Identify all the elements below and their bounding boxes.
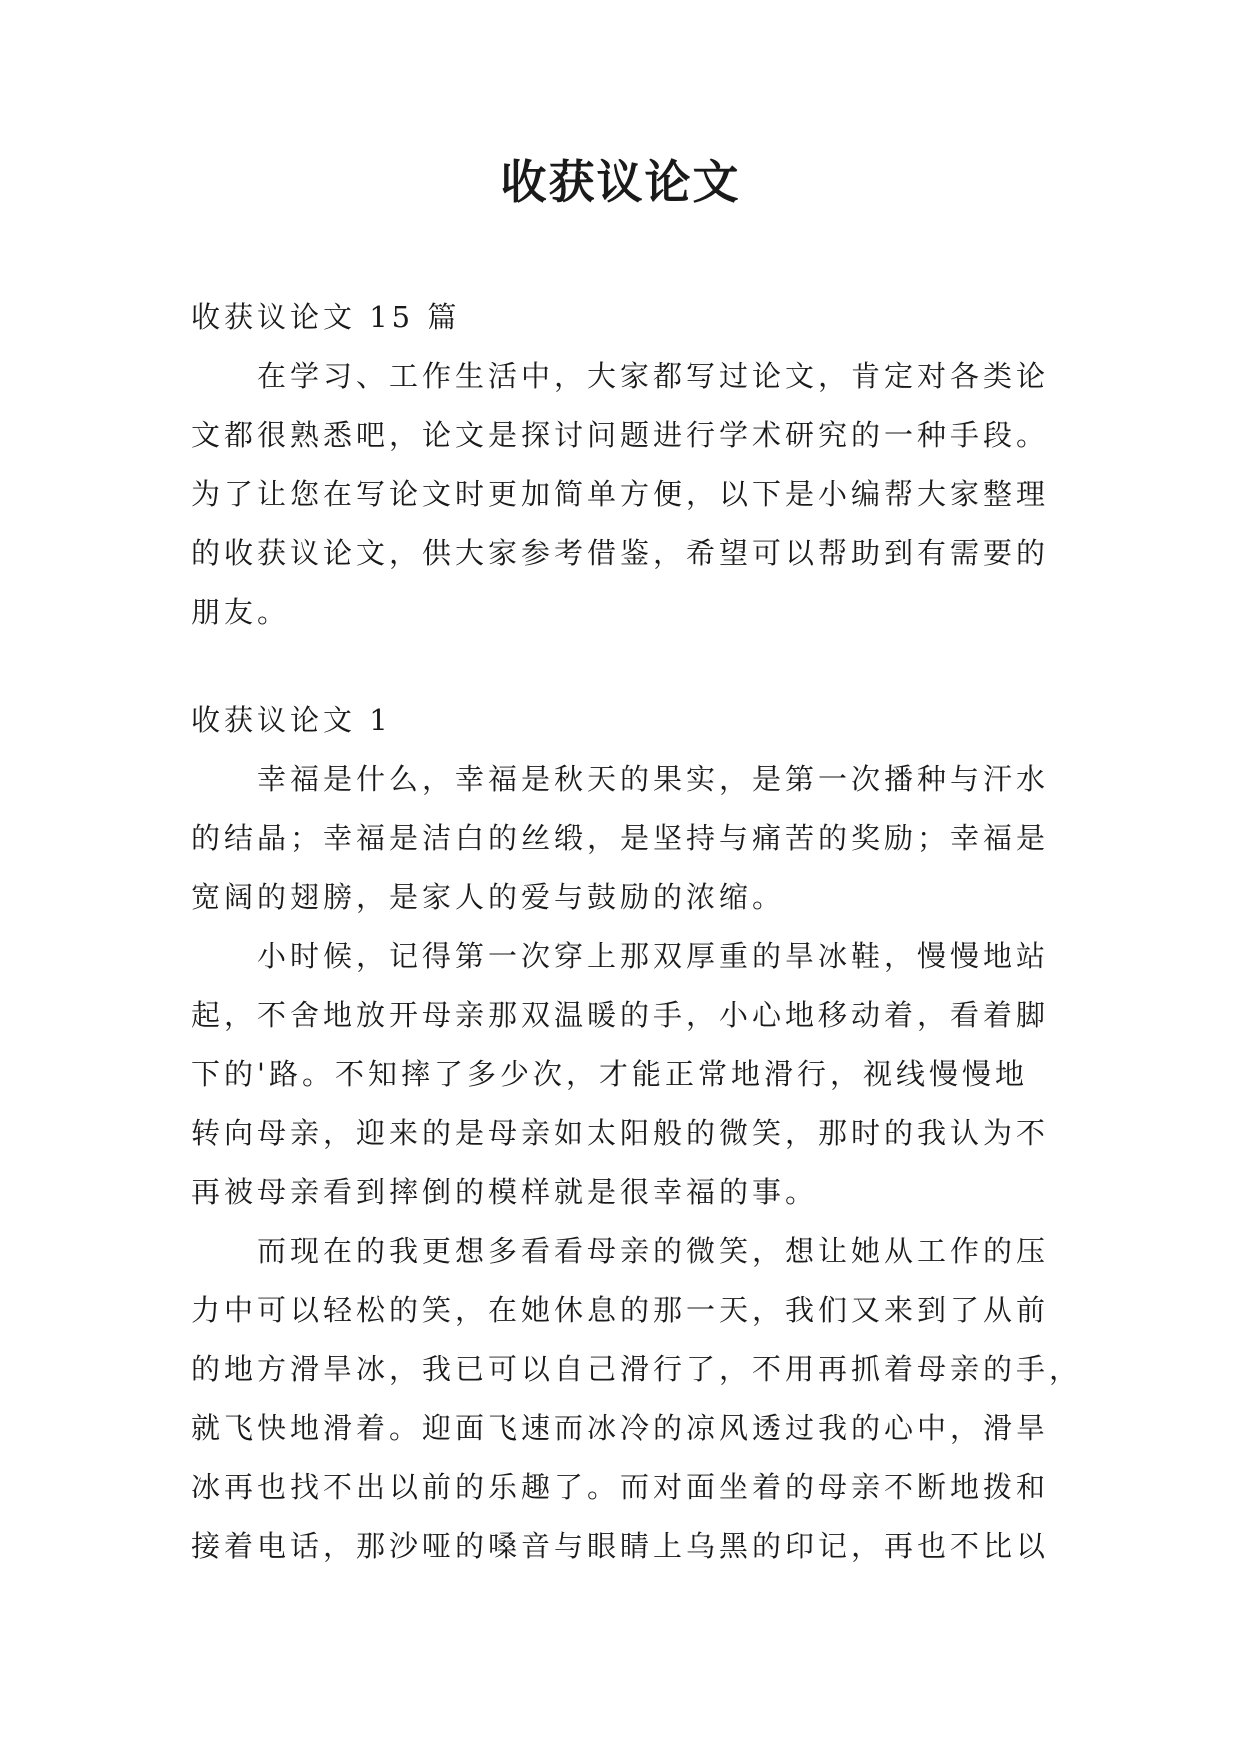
paragraph-line: 小时候，记得第一次穿上那双厚重的旱冰鞋，慢慢地站: [257, 939, 1050, 973]
intro-paragraph: [191, 347, 1061, 642]
document-title: 收获议论文: [500, 155, 741, 209]
intro-line: 朋友。: [191, 595, 291, 629]
section-heading: 收获议论文 1: [191, 703, 392, 737]
intro-line: 文都很熟悉吧，论文是探讨问题进行学术研究的一种手段。: [191, 418, 1050, 452]
paragraph-2: [191, 927, 1061, 1222]
document-body: [191, 288, 1083, 1576]
paragraph-line: 冰再也找不出以前的乐趣了。而对面坐着的母亲不断地拨和: [191, 1470, 1050, 1504]
paragraph-line: 而现在的我更想多看看母亲的微笑，想让她从工作的压: [257, 1234, 1050, 1268]
intro-heading: 收获议论文 15 篇: [191, 300, 461, 334]
section-spacer: [191, 642, 1061, 691]
paragraph-line: 的地方滑旱冰，我已可以自己滑行了，不用再抓着母亲的手，: [191, 1352, 1083, 1386]
intro-line: 为了让您在写论文时更加简单方便，以下是小编帮大家整理: [191, 477, 1050, 511]
paragraph-line: 力中可以轻松的笑，在她休息的那一天，我们又来到了从前: [191, 1293, 1050, 1327]
paragraph-1: [191, 750, 1061, 927]
paragraph-line: 宽阔的翅膀，是家人的爱与鼓励的浓缩。: [191, 880, 786, 914]
intro-line: 的收获议论文，供大家参考借鉴，希望可以帮助到有需要的: [191, 536, 1050, 570]
paragraph-line: 转向母亲，迎来的是母亲如太阳般的微笑，那时的我认为不: [191, 1116, 1050, 1150]
paragraph-3: [191, 1222, 1083, 1576]
paragraph-line: 就飞快地滑着。迎面飞速而冰冷的凉风透过我的心中，滑旱: [191, 1411, 1050, 1445]
paragraph-line: 起，不舍地放开母亲那双温暖的手，小心地移动着，看着脚: [191, 998, 1050, 1032]
intro-line: 在学习、工作生活中，大家都写过论文，肯定对各类论: [257, 359, 1050, 393]
paragraph-line: 下的'路。不知摔了多少次，才能正常地滑行，视线慢慢地: [191, 1057, 1028, 1091]
paragraph-line: 接着电话，那沙哑的嗓音与眼睛上乌黑的印记，再也不比以: [191, 1529, 1050, 1563]
paragraph-line: 幸福是什么，幸福是秋天的果实，是第一次播种与汗水: [257, 762, 1050, 796]
paragraph-line: 的结晶；幸福是洁白的丝缎，是坚持与痛苦的奖励；幸福是: [191, 821, 1050, 855]
paragraph-line: 再被母亲看到摔倒的模样就是很幸福的事。: [191, 1175, 819, 1209]
